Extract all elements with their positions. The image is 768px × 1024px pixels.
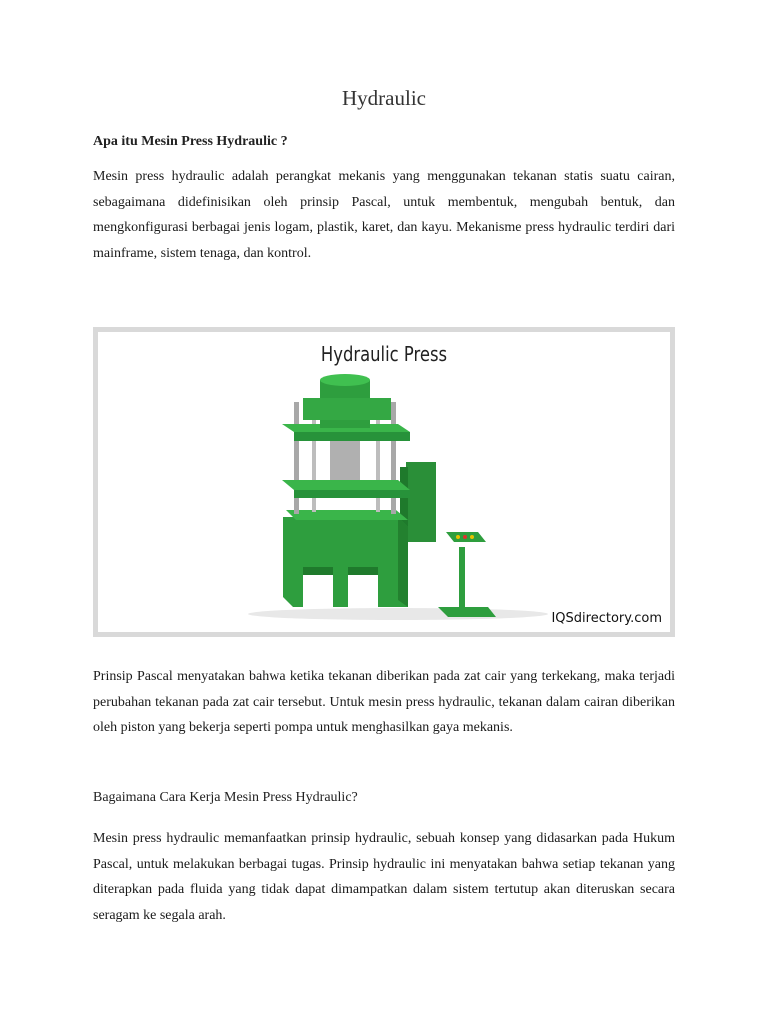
hydraulic-press-figure bbox=[93, 327, 675, 637]
figure-title: Hydraulic Press bbox=[320, 342, 448, 366]
section-heading-what-is: Apa itu Mesin Press Hydraulic ? bbox=[93, 134, 288, 149]
paragraph-pascal-principle: Prinsip Pascal menyatakan bahwa ketika tekanan diberikan pada zat cair yang terkekang, maka terjadi perubahan tekanan pada zat cair tersebut. Untuk mesin press hydraulic, tekanan dalam cairan diberikan oleh piston yang bekerja seperti pompa untuk menghasilkan gaya mekanis. bbox=[93, 669, 675, 735]
section-heading-how-it-works: Bagaimana Cara Kerja Mesin Press Hydraulic? bbox=[93, 790, 358, 805]
paragraph-definition: Mesin press hydraulic adalah perangkat mekanis yang menggunakan tekanan statis suatu cairan, sebagaimana didefinisikan oleh prinsip Pascal, untuk membentuk, mengubah bentuk, dan mengkonfigurasi berbagai jenis logam, plastik, karet, dan kayu. Mekanisme press hydraulic terdiri dari mainframe, sistem tenaga, dan kontrol. bbox=[93, 169, 675, 261]
document-title: Hydraulic bbox=[342, 86, 426, 110]
hydraulic-press-illustration bbox=[98, 332, 670, 632]
figure-image bbox=[98, 332, 670, 632]
figure-credit: IQSdirectory.com bbox=[551, 611, 662, 626]
paragraph-how-it-works: Mesin press hydraulic memanfaatkan prinsip hydraulic, sebuah konsep yang didasarkan pada Hukum Pascal, untuk melakukan berbagai tugas. Prinsip hydraulic ini menyatakan bahwa setiap tekanan yang diterapkan pada fluida yang tidak dapat dimampatkan dalam sistem tertutup akan diteruskan secara seragam ke segala arah. bbox=[93, 831, 675, 923]
